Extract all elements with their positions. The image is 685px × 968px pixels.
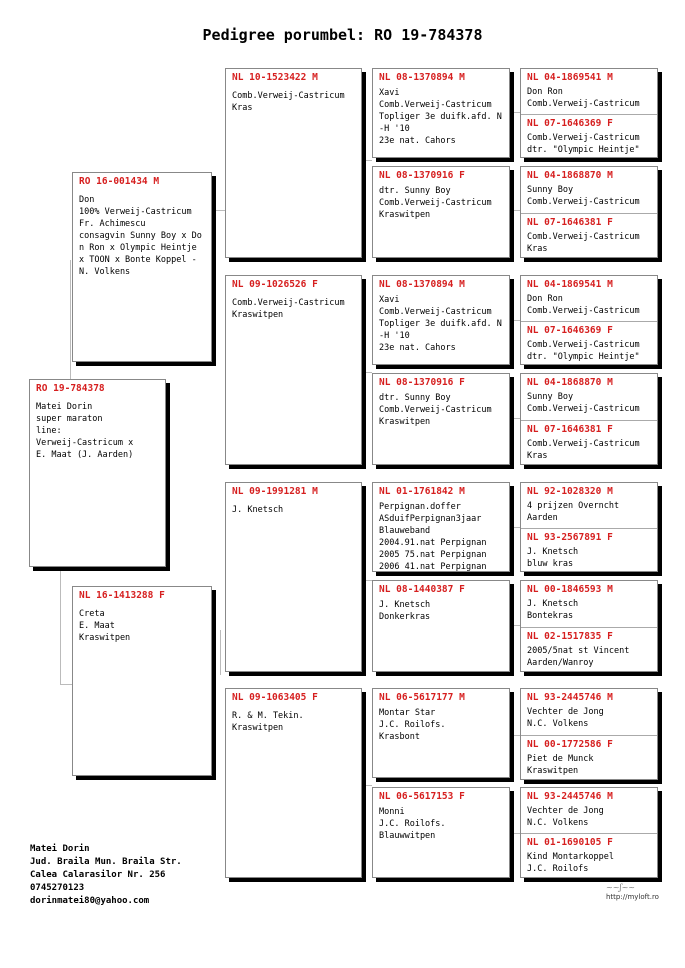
great-great-grandparent-sire[interactable] xyxy=(521,788,657,833)
great-grandparent-card[interactable] xyxy=(372,482,510,572)
ring-number: NL 92-1028320 M xyxy=(527,486,613,497)
pigeon-info: Comb.Verweij-Castricum dtr. "Olympic Heintje" xyxy=(527,340,640,362)
ring-number: NL 01-1761842 M xyxy=(379,486,465,497)
pigeon-info: Don Ron Comb.Verweij-Castricum xyxy=(527,87,640,109)
grandparent-card[interactable] xyxy=(225,275,362,465)
pigeon-info: Vechter de Jong N.C. Volkens xyxy=(527,707,604,729)
ring-number: NL 04-1868870 M xyxy=(527,377,613,388)
ring-number: NL 09-1026526 F xyxy=(232,279,318,290)
gen5-pair-card xyxy=(520,787,658,878)
pigeon-info: Xavi Comb.Verweij-Castricum Topliger 3e duifk.afd. N-H '10 23e nat. Cahors xyxy=(379,88,502,146)
pigeon-info: Comb.Verweij-Castricum Kras xyxy=(527,439,640,461)
connector-line xyxy=(70,260,71,385)
ring-number: NL 00-1772586 F xyxy=(527,739,613,750)
ring-number: NL 08-1370916 F xyxy=(379,377,465,388)
great-great-grandparent-dam[interactable] xyxy=(521,833,657,878)
pigeon-info: Comb.Verweij-Castricum Kras xyxy=(232,91,345,113)
pigeon-info: Vechter de Jong N.C. Volkens xyxy=(527,806,604,828)
ring-number: NL 16-1413288 F xyxy=(79,590,165,601)
great-great-grandparent-sire[interactable] xyxy=(521,581,657,627)
ring-number: NL 06-5617153 F xyxy=(379,791,465,802)
owner-phone: 0745270123 xyxy=(30,883,85,893)
great-great-grandparent-sire[interactable] xyxy=(521,167,657,213)
great-great-grandparent-sire[interactable] xyxy=(521,689,657,735)
pigeon-info: J. Knetsch Donkerkras xyxy=(379,600,431,622)
pigeon-info: Matei Dorin super maraton line: Verweij-Castricum x E. Maat (J. Aarden) xyxy=(36,402,134,460)
ring-number: NL 06-5617177 M xyxy=(379,692,465,703)
ring-number: NL 08-1440387 F xyxy=(379,584,465,595)
great-grandparent-card[interactable] xyxy=(372,787,510,878)
great-grandparent-card[interactable] xyxy=(372,166,510,258)
ring-number: NL 01-1690105 F xyxy=(527,837,613,848)
ring-number: NL 09-1991281 M xyxy=(232,486,318,497)
owner-contact xyxy=(30,843,182,908)
great-great-grandparent-sire[interactable] xyxy=(521,483,657,528)
ring-number: NL 02-1517835 F xyxy=(527,631,613,642)
pigeon-info: Sunny Boy Comb.Verweij-Castricum xyxy=(527,392,640,414)
connector-line xyxy=(510,112,520,113)
grandparent-card[interactable] xyxy=(225,482,362,672)
pigeon-info: Creta E. Maat Kraswitpen xyxy=(79,609,131,643)
gen5-pair-card xyxy=(520,275,658,365)
great-great-grandparent-dam[interactable] xyxy=(521,321,657,365)
gen5-pair-card xyxy=(520,373,658,465)
pigeon-info: dtr. Sunny Boy Comb.Verweij-Castricum Kraswitpen xyxy=(379,393,492,427)
great-great-grandparent-dam[interactable] xyxy=(521,114,657,158)
pigeon-info: J. Knetsch Bontekras xyxy=(527,599,579,621)
pigeon-info: Piet de Munck Kraswitpen xyxy=(527,754,594,776)
connector-line xyxy=(60,684,72,685)
owner-name: Matei Dorin xyxy=(30,844,90,854)
connector-line xyxy=(60,570,61,685)
pigeon-info: Kind Montarkoppel J.C. Roilofs xyxy=(527,852,614,874)
grandparent-card[interactable] xyxy=(225,688,362,878)
great-great-grandparent-sire[interactable] xyxy=(521,69,657,114)
ring-number: NL 07-1646381 F xyxy=(527,217,613,228)
dam-card[interactable] xyxy=(72,586,212,776)
grandparent-card[interactable] xyxy=(225,68,362,258)
ring-number: NL 10-1523422 M xyxy=(232,72,318,83)
ring-number: NL 07-1646369 F xyxy=(527,118,613,129)
pigeon-info: Xavi Comb.Verweij-Castricum Topliger 3e duifk.afd. N-H '10 23e nat. Cahors xyxy=(379,295,502,353)
sire-card[interactable] xyxy=(72,172,212,362)
pigeon-info: J. Knetsch bluw kras xyxy=(527,547,579,569)
pigeon-info: J. Knetsch xyxy=(232,505,284,515)
connector-line xyxy=(220,630,221,675)
pigeon-info: dtr. Sunny Boy Comb.Verweij-Castricum Kraswitpen xyxy=(379,186,492,220)
pigeon-info: Don 100% Verweij-Castricum Fr. Achimescu consagvin Sunny Boy x Don Ron x Olympic Heintje x TOON x Bonte Koppel - N. Volkens xyxy=(79,195,202,277)
pigeon-info: Monni J.C. Roilofs. Blauwwitpen xyxy=(379,807,446,841)
connector-line xyxy=(510,625,520,626)
ring-number: NL 07-1646369 F xyxy=(527,325,613,336)
great-great-grandparent-sire[interactable] xyxy=(521,276,657,321)
ring-number: NL 08-1370894 M xyxy=(379,72,465,83)
ring-number: NL 08-1370916 F xyxy=(379,170,465,181)
great-great-grandparent-dam[interactable] xyxy=(521,213,657,258)
subject-card[interactable] xyxy=(29,379,166,567)
ring-number: NL 04-1868870 M xyxy=(527,170,613,181)
ring-number: NL 04-1869541 M xyxy=(527,72,613,83)
connector-line xyxy=(362,580,372,581)
great-great-grandparent-dam[interactable] xyxy=(521,627,657,672)
signature-icon: ~~ʃ~~ xyxy=(606,883,635,892)
connector-line xyxy=(510,418,520,419)
owner-address-line1: Jud. Braila Mun. Braila Str. xyxy=(30,857,182,867)
pigeon-info: Comb.Verweij-Castricum dtr. "Olympic Heintje" xyxy=(527,133,640,155)
great-grandparent-card[interactable] xyxy=(372,275,510,365)
connector-line xyxy=(362,372,372,373)
connector-line xyxy=(510,527,520,528)
ring-number: NL 04-1869541 M xyxy=(527,279,613,290)
great-grandparent-card[interactable] xyxy=(372,68,510,158)
connector-line xyxy=(213,210,225,211)
pigeon-info: Don Ron Comb.Verweij-Castricum xyxy=(527,294,640,316)
great-grandparent-card[interactable] xyxy=(372,373,510,465)
great-great-grandparent-sire[interactable] xyxy=(521,374,657,420)
pigeon-info: R. & M. Tekin. Kraswitpen xyxy=(232,711,304,733)
page-title: Pedigree porumbel: RO 19-784378 xyxy=(202,26,483,44)
connector-line xyxy=(510,210,520,211)
pigeon-info: Comb.Verweij-Castricum Kras xyxy=(527,232,640,254)
ring-number: NL 93-2445746 M xyxy=(527,791,613,802)
connector-line xyxy=(362,160,372,161)
connector-line xyxy=(510,833,520,834)
ring-number: RO 16-001434 M xyxy=(79,176,160,187)
pigeon-info: Perpignan.doffer ASduifPerpignan3jaar Blauweband 2004.91.nat Perpignan 2005 75.nat Perpignan 2006 41.nat Perpignan xyxy=(379,502,487,572)
gen5-pair-card xyxy=(520,482,658,572)
ring-number: NL 08-1370894 M xyxy=(379,279,465,290)
pigeon-info: Comb.Verweij-Castricum Kraswitpen xyxy=(232,298,345,320)
gen5-pair-card xyxy=(520,68,658,158)
gen5-pair-card xyxy=(520,580,658,672)
great-grandparent-card[interactable] xyxy=(372,580,510,672)
great-grandparent-card[interactable] xyxy=(372,688,510,778)
myloft-logo[interactable] xyxy=(606,883,659,901)
great-great-grandparent-dam[interactable] xyxy=(521,735,657,780)
great-great-grandparent-dam[interactable] xyxy=(521,420,657,465)
gen5-pair-card xyxy=(520,166,658,258)
pigeon-info: Montar Star J.C. Roilofs. Krasbont xyxy=(379,708,446,742)
ring-number: NL 09-1063405 F xyxy=(232,692,318,703)
ring-number: NL 00-1846593 M xyxy=(527,584,613,595)
ring-number: RO 19-784378 xyxy=(36,383,105,394)
great-great-grandparent-dam[interactable] xyxy=(521,528,657,572)
pigeon-info: 4 prijzen Overncht Aarden xyxy=(527,501,620,523)
ring-number: NL 93-2445746 M xyxy=(527,692,613,703)
pigeon-info: Sunny Boy Comb.Verweij-Castricum xyxy=(527,185,640,207)
pigeon-info: 2005/5nat st Vincent Aarden/Wanroy xyxy=(527,646,630,668)
owner-address-line2: Calea Calarasilor Nr. 256 xyxy=(30,870,166,880)
connector-line xyxy=(510,735,520,736)
ring-number: NL 93-2567891 F xyxy=(527,532,613,543)
ring-number: NL 07-1646381 F xyxy=(527,424,613,435)
owner-email[interactable]: dorinmatei80@yahoo.com xyxy=(30,896,150,906)
gen5-pair-card xyxy=(520,688,658,780)
connector-line xyxy=(362,785,372,786)
logo-url: http://myloft.ro xyxy=(606,893,659,901)
connector-line xyxy=(510,320,520,321)
